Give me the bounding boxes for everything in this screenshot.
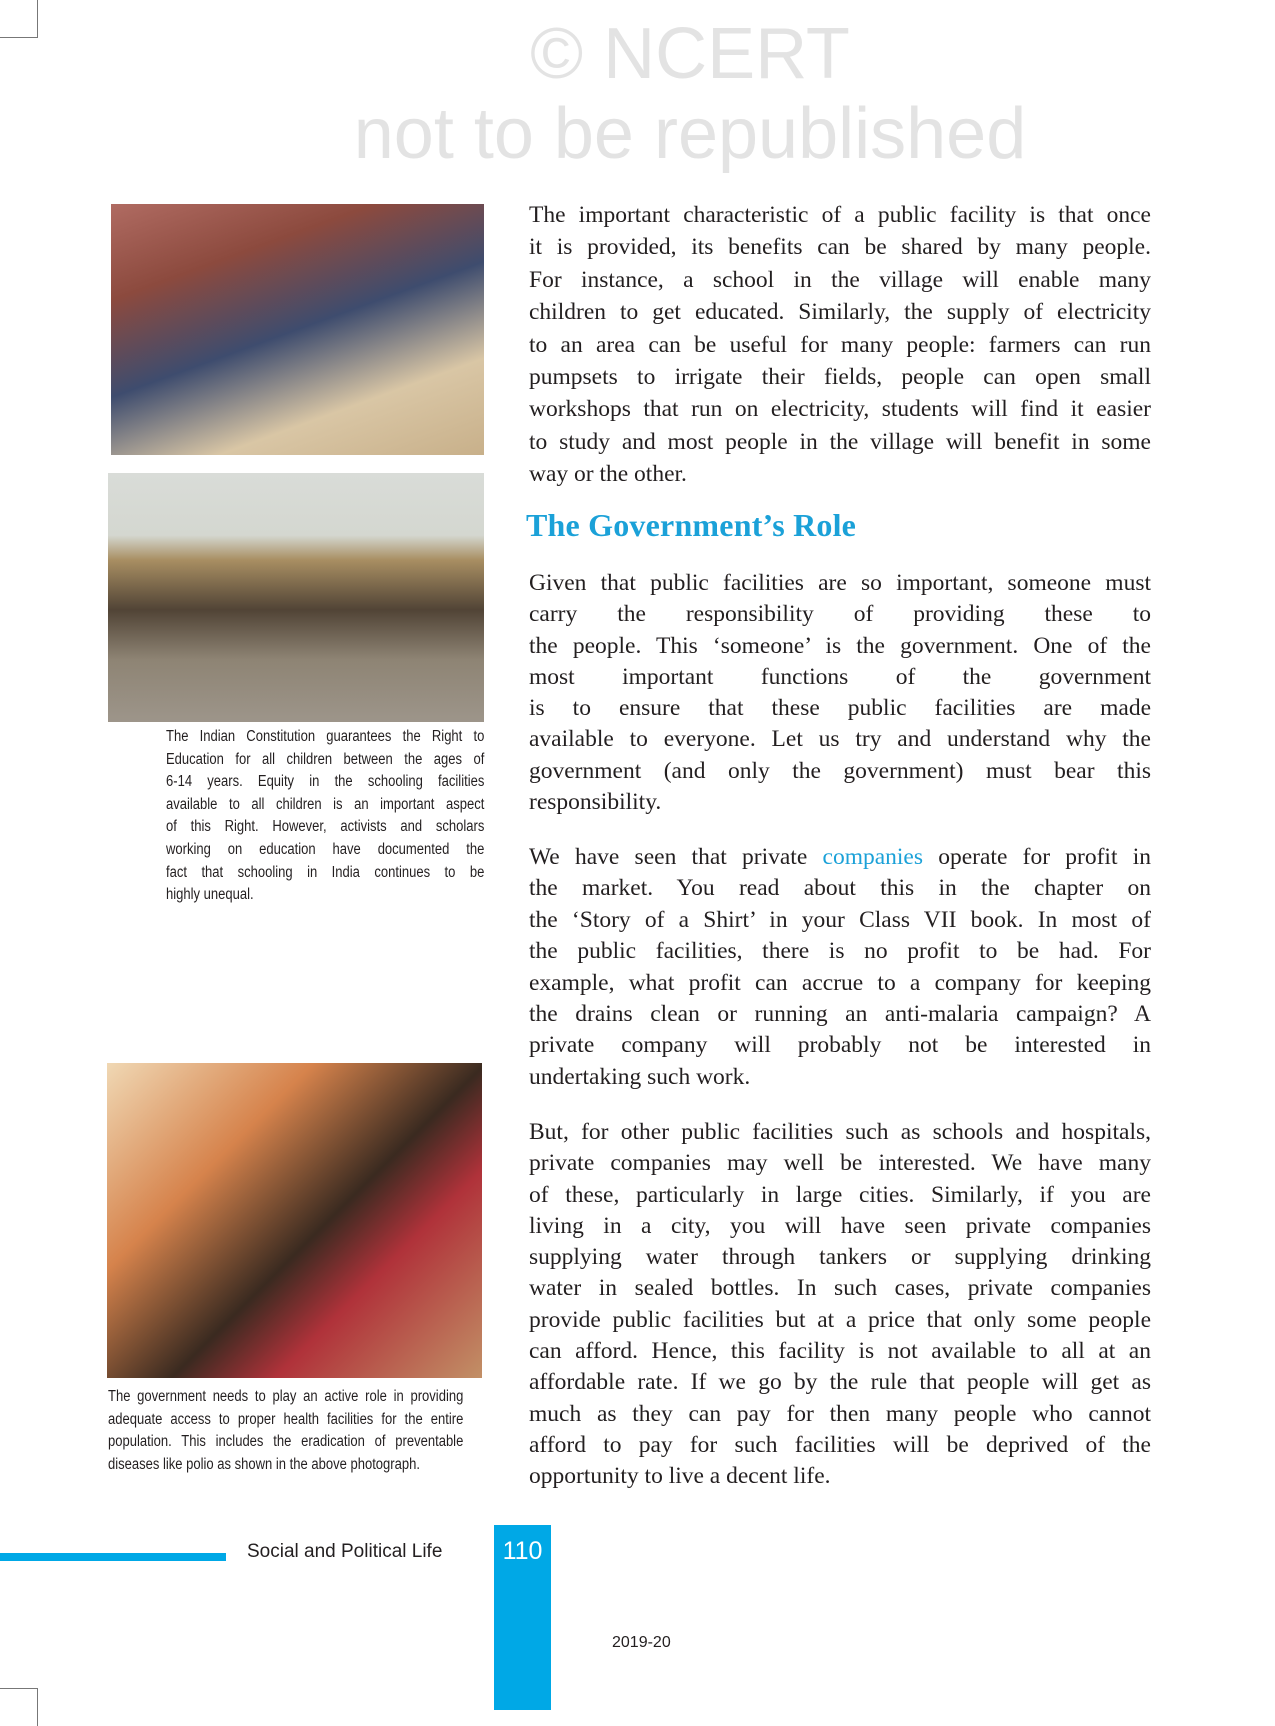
text-line: private companies may well be interested. We have many — [529, 1150, 1151, 1177]
text-line: For instance, a school in the village will enable many — [529, 266, 1151, 293]
text-line: water in sealed bottles. In such cases, private companies — [529, 1275, 1151, 1302]
text-line: much as they can pay for then many people who cannot — [529, 1400, 1151, 1427]
school-assembly-photo — [108, 473, 484, 722]
page-number-tab — [494, 1525, 551, 1710]
watermark-line-1: © NCERT — [530, 14, 850, 94]
text-line: way or the other. — [529, 461, 687, 488]
text-line: Education for all children between the ages of — [166, 750, 485, 768]
paragraph-lines — [529, 873, 1151, 1093]
paragraph-public-facility — [529, 199, 1151, 491]
text-line: fact that schooling in India continues to be — [166, 863, 485, 881]
text-line: example, what profit can accrue to a company for keeping — [529, 969, 1151, 996]
text-line: available to all children is an important aspect — [166, 795, 485, 813]
text-line: But, for other public facilities such as schools and hospitals, — [529, 1119, 1151, 1145]
text-line: The Indian Constitution guarantees the Right to — [166, 728, 485, 745]
text-line: government (and only the government) must bear this — [529, 757, 1151, 784]
text-line: it is provided, its benefits can be shared by many people. — [529, 234, 1151, 261]
paragraph-private-facilities — [529, 1117, 1151, 1493]
crop-mark-top — [0, 0, 38, 38]
text-line: is to ensure that these public facilities are made — [529, 695, 1151, 722]
text-line — [529, 842, 1151, 873]
text-line: carry the responsibility of providing these to — [529, 601, 1151, 628]
text-line: undertaking such work. — [529, 1063, 751, 1090]
text-line: responsibility. — [529, 789, 662, 816]
text-line: to an area can be useful for many people: farmers can run — [529, 331, 1151, 358]
text-line: pumpsets to irrigate their fields, people can open small — [529, 364, 1151, 391]
book-title: Social and Political Life — [247, 1541, 443, 1562]
watermark — [240, 14, 1140, 174]
text-line: the ‘Story of a Shirt’ in your Class VII book. In most of — [529, 906, 1151, 933]
text-line: affordable rate. If we go by the rule that people will get as — [529, 1369, 1151, 1396]
text-line: to study and most people in the village will benefit in some — [529, 428, 1151, 455]
classroom-photo — [111, 204, 484, 455]
crop-mark-bottom — [0, 1688, 38, 1726]
text-line: children to get educated. Similarly, the supply of electricity — [529, 299, 1151, 326]
text-line: highly unequal. — [166, 886, 254, 904]
text-line: population. This includes the eradication of preventable — [108, 1433, 464, 1451]
health-caption — [108, 1386, 463, 1476]
text-line: 6-14 years. Equity in the schooling facilities — [166, 773, 485, 791]
text-line: available to everyone. Let us try and understand why the — [529, 726, 1151, 753]
education-caption — [166, 726, 484, 907]
text-line: workshops that run on electricity, students will find it easier — [529, 396, 1151, 423]
text-line: of this Right. However, activists and scholars — [166, 818, 485, 836]
page-number: 110 — [502, 1537, 543, 1565]
text-line: Given that public facilities are so important, someone must — [529, 570, 1151, 596]
text-segment: We have seen that private — [529, 844, 823, 870]
text-line: can afford. Hence, this facility is not available to all at an — [529, 1338, 1151, 1365]
paragraph-private-companies — [529, 842, 1151, 1093]
text-line: provide public facilities but at a price that only some people — [529, 1306, 1151, 1333]
text-line: most important functions of the government — [529, 663, 1151, 690]
polio-vaccination-photo — [107, 1063, 482, 1378]
text-line: the public facilities, there is no profit to be had. For — [529, 938, 1151, 965]
text-line: diseases like polio as shown in the above photograph. — [108, 1455, 420, 1473]
edition-year: 2019-20 — [612, 1634, 671, 1651]
text-line: supplying water through tankers or supplying drinking — [529, 1244, 1151, 1271]
text-line: the people. This ‘someone’ is the government. One of the — [529, 632, 1151, 659]
text-line: the market. You read about this in the chapter on — [529, 875, 1151, 902]
text-segment: operate for profit in — [923, 844, 1151, 870]
section-heading: The Government’s Role — [526, 507, 857, 543]
text-line: the drains clean or running an anti-malaria campaign? A — [529, 1001, 1151, 1028]
text-line: adequate access to proper health facilities for the entire — [108, 1410, 464, 1428]
text-line: of these, particularly in large cities. Similarly, if you are — [529, 1181, 1151, 1208]
text-line: private company will probably not be interested in — [529, 1032, 1151, 1059]
watermark-line-2: not to be republished — [353, 94, 1027, 174]
text-line: The government needs to play an active role in providing — [108, 1388, 464, 1405]
footer-accent-bar — [0, 1553, 226, 1561]
paragraph-government-role — [529, 568, 1151, 818]
text-line: living in a city, you will have seen private companies — [529, 1212, 1151, 1239]
text-line: afford to pay for such facilities will be deprived of the — [529, 1431, 1151, 1458]
text-line: The important characteristic of a public facility is that once — [529, 202, 1151, 228]
text-line: working on education have documented the — [166, 840, 485, 858]
glossary-link-companies[interactable]: companies — [822, 844, 924, 870]
text-line: opportunity to live a decent life. — [529, 1463, 831, 1490]
